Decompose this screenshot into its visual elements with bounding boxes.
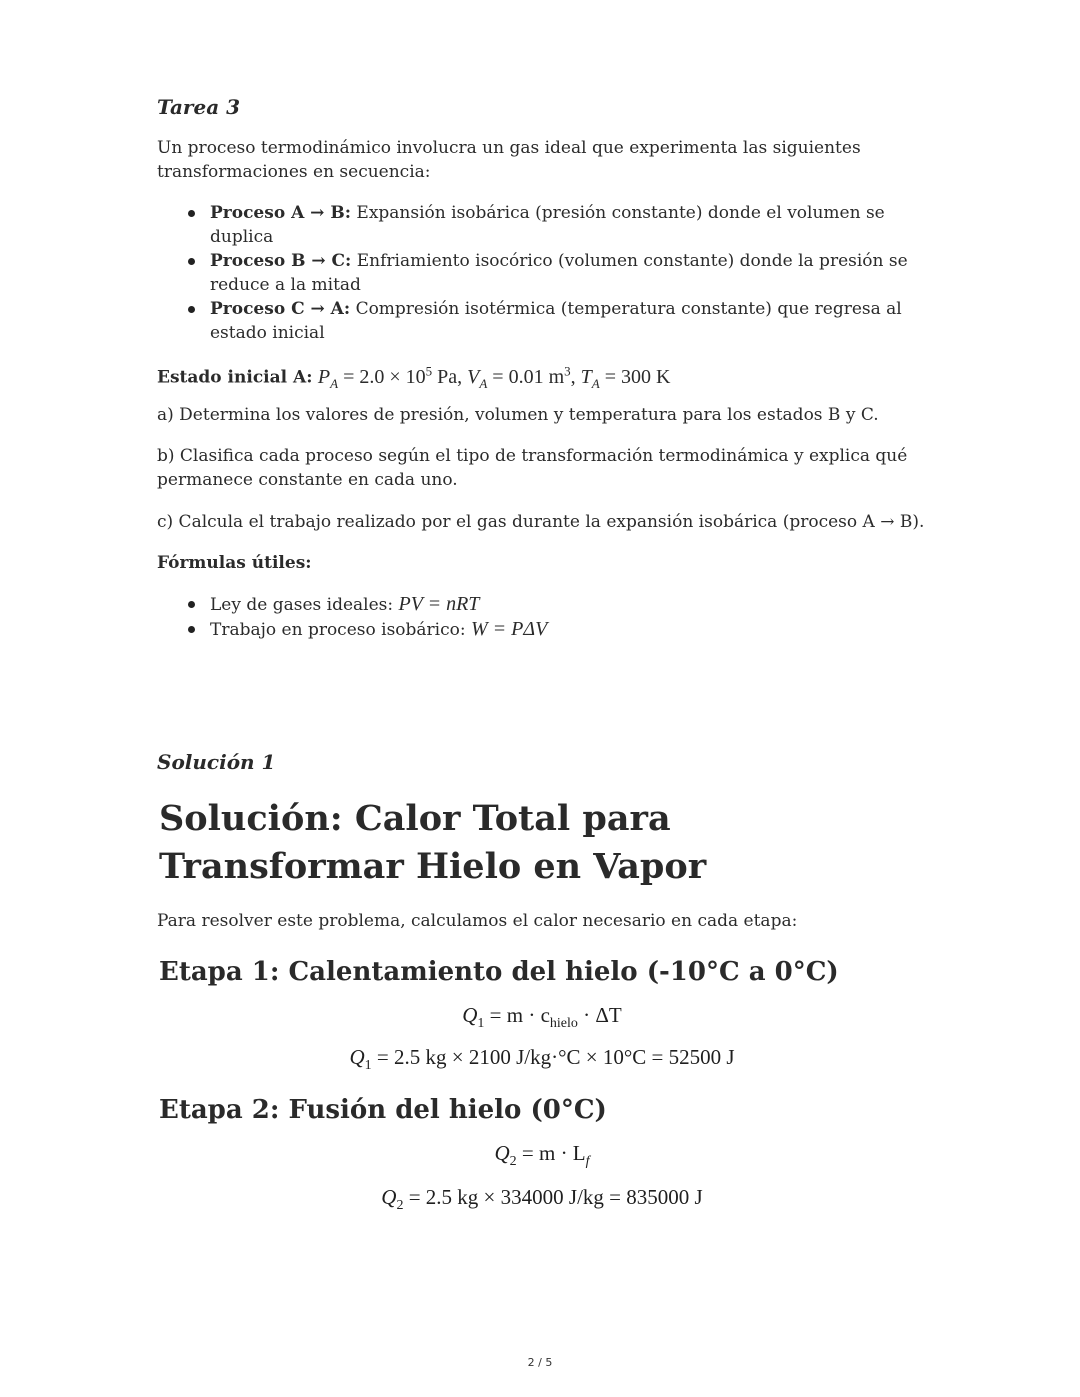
process-name: Proceso B → C: <box>210 251 352 271</box>
initial-state-label: Estado inicial A: <box>157 367 313 388</box>
stage-2-formula-rhs: = m · L <box>516 1141 586 1165</box>
stage-2-formula-sub: f <box>585 1154 590 1170</box>
solution-intro: Para resolver este problema, calculamos el calor necesario en cada etapa: <box>157 911 798 931</box>
stage-1-calculation: $Q_1 = 2.5$ kg × 2100 J/kg·°C × 10°C = 52500 J <box>349 1045 735 1074</box>
stage-1-heading: Etapa 1: Calentamiento del hielo (-10°C a 0°C) <box>159 957 839 987</box>
stage-2-calc-text: = 2.5 kg × 334000 J/kg = 835000 J <box>403 1185 703 1209</box>
section-label-tarea3: Tarea 3 <box>157 95 241 119</box>
stage-2-calculation: $Q_2 = 2.5$ kg × 334000 J/kg = 835000 J <box>381 1185 703 1214</box>
pa-value: 2.0 × 10 <box>359 365 426 388</box>
va-value: = 0.01 m <box>487 365 565 388</box>
tarea3-intro: Un proceso termodinámico involucra un gas ideal que experimenta las siguientes transformaciones en secuencia: <box>157 138 861 182</box>
formula-text: Trabajo en proceso isobárico: <box>210 620 471 640</box>
pa-unit: Pa, <box>432 365 463 388</box>
section-label-solucion1: Solución 1 <box>157 750 276 774</box>
process-text: Compresión isotérmica (temperatura constante) que regresa al estado inicial <box>210 299 902 343</box>
formula-item <box>210 617 930 642</box>
formulas-label: Fórmulas útiles: <box>157 553 312 573</box>
question-a: a) Determina los valores de presión, volumen y temperatura para los estados B y C. <box>157 405 879 425</box>
stage-1-formula: $Q_1 = m \cdot c_{hielo} \cdot \Delta T$ <box>462 1003 622 1032</box>
process-name: Proceso A → B: <box>210 203 351 223</box>
process-item <box>210 201 930 249</box>
stage-1-formula-tail: · ΔT <box>577 1003 622 1027</box>
stage-1-calc-text: = 2.5 kg × 2100 J/kg·°C × 10°C = 52500 J <box>371 1045 735 1069</box>
page-indicator: 2 / 5 <box>527 1356 553 1369</box>
process-name: Proceso C → A: <box>210 299 351 319</box>
stage-2-heading: Etapa 2: Fusión del hielo (0°C) <box>159 1095 607 1125</box>
question-b: b) Clasifica cada proceso según el tipo de transformación termodinámica y explica qué permanece constante en cada uno. <box>157 446 908 490</box>
formula-math: W = PΔV <box>471 618 548 640</box>
stage-1-formula-sub: hielo <box>549 1016 578 1032</box>
formulas-list <box>157 592 930 642</box>
initial-state <box>157 359 927 396</box>
process-item <box>210 297 930 345</box>
question-c: c) Calcula el trabajo realizado por el gas durante la expansión isobárica (proceso A → B). <box>157 512 925 532</box>
pa-exponent: 5 <box>425 363 433 378</box>
solution-title: Solución: Calor Total para Transformar Hielo en Vapor <box>159 798 707 887</box>
va-exponent: 3 <box>564 363 571 378</box>
initial-state-equation: $P_A = 2.0 \times 10^5$ Pa, $V_A = 0.01$ $m^3$, $T_A = 300$ K <box>317 363 671 391</box>
formula-text: Ley de gases ideales: <box>210 595 399 615</box>
stage-2-formula: $Q_2 = m \cdot L_f$ <box>494 1141 590 1170</box>
stage-1-formula-rhs: = m · c <box>484 1003 550 1027</box>
process-text: Enfriamiento isocórico (volumen constante) donde la presión se reduce a la mitad <box>210 251 908 295</box>
formula-item <box>210 592 930 617</box>
process-text: Expansión isobárica (presión constante) donde el volumen se duplica <box>210 203 885 247</box>
ta-value: = 300 K <box>599 365 671 388</box>
formula-math: PV = nRT <box>398 593 480 615</box>
process-item <box>210 249 930 297</box>
process-list <box>157 201 930 345</box>
